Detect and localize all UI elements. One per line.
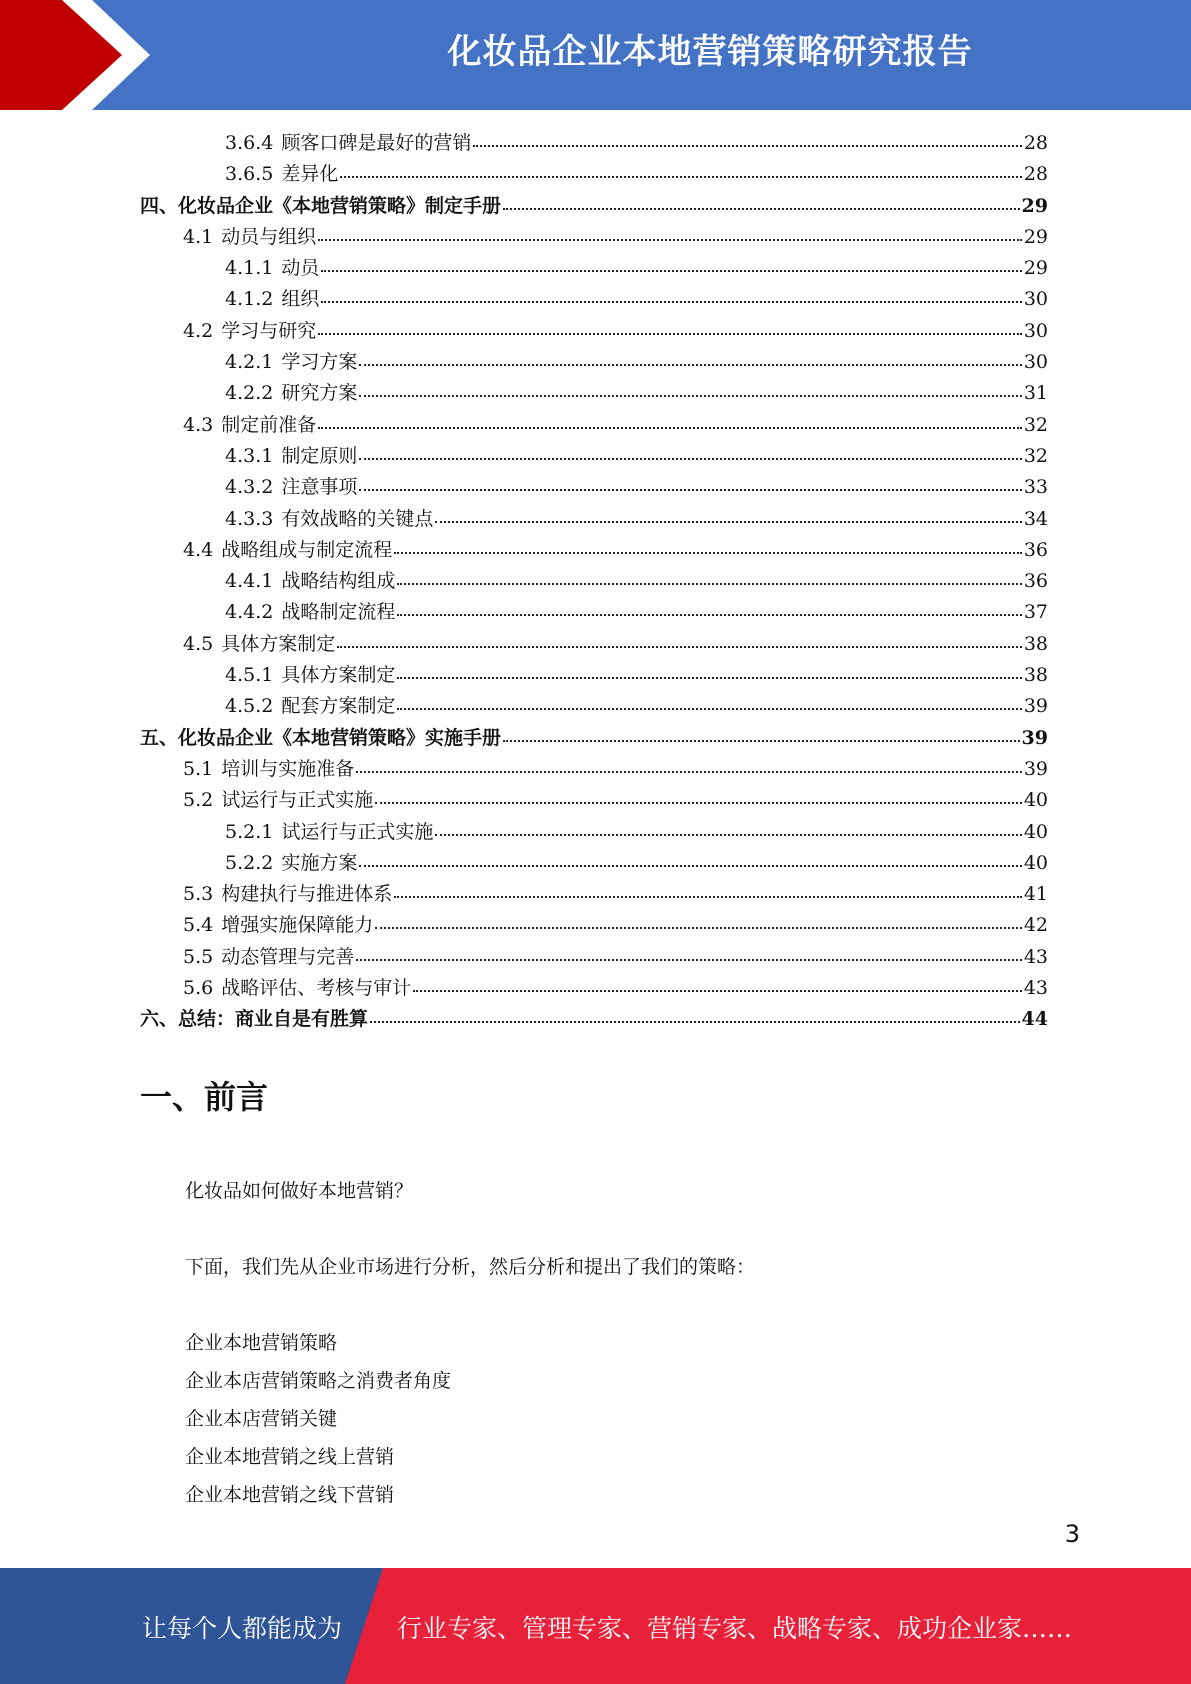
- toc-entry-number: 4.4: [183, 538, 214, 561]
- toc-entry-number: 4.1.1: [225, 257, 274, 280]
- toc-leader-dots: [370, 1020, 1020, 1023]
- toc-entry-text: 战略结构组成: [281, 570, 396, 593]
- toc-entry-text: 差异化: [281, 163, 339, 186]
- toc-entry[interactable]: [140, 910, 1048, 941]
- toc-entry-text: 五、化妆品企业《本地营销策略》实施手册: [140, 726, 502, 749]
- toc-entry-number: 4.3: [183, 413, 214, 436]
- toc-entry-label: [183, 879, 392, 906]
- toc-entry-page: 36: [1023, 538, 1048, 561]
- toc-entry-label: [183, 410, 316, 437]
- toc-entry-label: [225, 566, 395, 593]
- toc-entry[interactable]: [140, 284, 1048, 315]
- toc-entry[interactable]: [140, 973, 1048, 1004]
- toc-entry-number: 5.6: [183, 977, 214, 1000]
- footer-slogan-left: 让每个人都能成为: [142, 1614, 343, 1643]
- toc-entry[interactable]: [140, 128, 1048, 159]
- toc-entry-label: [225, 817, 433, 844]
- toc-entry-page: 36: [1023, 570, 1048, 593]
- toc-entry[interactable]: [140, 691, 1048, 722]
- section-intro: 下面，我们先从企业市场进行分析，然后分析和提出了我们的策略：: [185, 1256, 756, 1278]
- toc-entry-text: 研究方案: [281, 382, 358, 405]
- toc-leader-dots: [340, 175, 1021, 178]
- toc-entry-page: 29: [1023, 225, 1048, 248]
- toc-entry-number: 4.2: [183, 319, 214, 342]
- section-heading: 一、前言: [140, 1078, 269, 1116]
- toc-entry[interactable]: [140, 597, 1048, 628]
- strategy-list-item: 企业本地营销策略: [185, 1332, 338, 1354]
- toc-entry-number: 5.2: [183, 789, 214, 812]
- toc-leader-dots: [356, 958, 1022, 961]
- toc-entry[interactable]: [140, 566, 1048, 597]
- toc-entry-text: 制定原则: [281, 444, 358, 467]
- toc-leader-dots: [359, 488, 1021, 491]
- toc-entry-number: 5.2.1: [225, 820, 274, 843]
- toc-leader-dots: [397, 707, 1021, 710]
- toc-entry-label: [225, 691, 395, 718]
- toc-entry-label: [225, 660, 395, 687]
- toc-entry-label: [225, 848, 357, 875]
- toc-entry-label: [140, 1004, 368, 1031]
- toc-entry-label: [140, 723, 501, 750]
- toc-leader-dots: [503, 207, 1020, 210]
- toc-entry-label: [140, 191, 501, 218]
- toc-entry[interactable]: [140, 222, 1048, 253]
- toc-leader-dots: [397, 613, 1021, 616]
- toc-entry-label: [225, 128, 471, 155]
- toc-entry-page: 39: [1021, 726, 1048, 749]
- toc-entry-label: [183, 316, 316, 343]
- toc-entry-text: 六、总结：商业自是有胜算: [140, 1008, 369, 1031]
- toc-entry-label: [225, 597, 395, 624]
- page-header: [0, 0, 1191, 110]
- toc-entry-page: 44: [1021, 1008, 1048, 1031]
- toc-leader-dots: [394, 551, 1022, 554]
- strategy-list-item: 企业本店营销策略之消费者角度: [185, 1370, 452, 1392]
- toc-entry-page: 28: [1023, 163, 1048, 186]
- document-title: 化妆品企业本地营销策略研究报告: [447, 32, 973, 72]
- toc-leader-dots: [375, 926, 1022, 929]
- toc-entry-label: [225, 253, 319, 280]
- toc-entry[interactable]: [140, 754, 1048, 785]
- toc-entry-text: 注意事项: [281, 476, 358, 499]
- toc-entry-text: 具体方案制定: [281, 664, 396, 687]
- toc-entry-label: [225, 159, 338, 186]
- toc-entry-text: 顾客口碑是最好的营销: [281, 132, 472, 154]
- toc-entry-text: 有效战略的关键点: [281, 507, 434, 530]
- toc-entry-text: 构建执行与推进体系: [221, 883, 393, 906]
- toc-entry[interactable]: [140, 410, 1048, 441]
- toc-entry-page: 43: [1023, 945, 1048, 968]
- toc-entry[interactable]: [140, 347, 1048, 378]
- toc-entry-number: 4.5: [183, 632, 214, 655]
- toc-entry-number: 5.1: [183, 757, 214, 780]
- toc-entry-text: 战略评估、考核与审计: [221, 977, 412, 1000]
- toc-entry-label: [225, 441, 357, 468]
- toc-entry-number: 4.1.2: [225, 288, 274, 311]
- toc-entry-page: 42: [1023, 914, 1048, 937]
- toc-entry-label: [225, 472, 357, 499]
- page-number: 3: [1064, 1520, 1080, 1548]
- toc-entry[interactable]: [140, 785, 1048, 816]
- toc-entry-label: [183, 910, 373, 937]
- toc-entry-page: 32: [1023, 444, 1048, 467]
- toc-leader-dots: [356, 770, 1022, 773]
- toc-entry-page: 30: [1023, 288, 1048, 311]
- toc-entry-page: 34: [1023, 507, 1048, 530]
- toc-entry-page: 32: [1023, 413, 1048, 436]
- toc-entry-text: 战略制定流程: [281, 601, 396, 624]
- toc-entry[interactable]: [140, 472, 1048, 503]
- toc-entry-number: 4.1: [183, 225, 214, 248]
- toc-entry-label: [225, 347, 357, 374]
- toc-entry[interactable]: [140, 159, 1048, 190]
- strategy-list-item: 企业本店营销关键: [185, 1408, 338, 1430]
- toc-leader-dots: [337, 645, 1022, 648]
- toc-entry-number: 5.4: [183, 914, 214, 937]
- toc-entry-page: 30: [1023, 351, 1048, 374]
- toc-entry-text: 增强实施保障能力: [221, 914, 374, 937]
- page-footer: [0, 1568, 1191, 1684]
- toc-leader-dots: [397, 676, 1021, 679]
- toc-entry-text: 学习方案: [281, 351, 358, 374]
- toc-entry-label: [183, 785, 373, 812]
- toc-entry-text: 制定前准备: [221, 413, 317, 436]
- toc-entry-page: 28: [1023, 132, 1048, 154]
- toc-entry[interactable]: [140, 723, 1048, 754]
- toc-entry-page: 43: [1023, 977, 1048, 1000]
- toc-entry-number: 4.2.2: [225, 382, 274, 405]
- toc-entry[interactable]: [140, 253, 1048, 284]
- toc-leader-dots: [318, 238, 1022, 241]
- strategy-list-item: 企业本地营销之线上营销: [185, 1446, 395, 1468]
- toc-entry-number: 4.3.1: [225, 444, 274, 467]
- toc-leader-dots: [503, 739, 1020, 742]
- toc-entry-label: [183, 942, 354, 969]
- toc-leader-dots: [473, 144, 1021, 147]
- toc-leader-dots: [394, 895, 1022, 898]
- toc-entry[interactable]: [140, 535, 1048, 566]
- toc-leader-dots: [397, 582, 1021, 585]
- toc-entry-number: 4.2.1: [225, 351, 274, 374]
- toc-entry[interactable]: [140, 1004, 1048, 1035]
- toc-entry-text: 试运行与正式实施: [221, 789, 374, 812]
- toc-leader-dots: [435, 833, 1021, 836]
- toc-leader-dots: [375, 801, 1022, 804]
- toc-entry-label: [225, 504, 433, 531]
- toc-entry-label: [183, 222, 316, 249]
- toc-leader-dots: [321, 269, 1021, 272]
- toc-entry-text: 试运行与正式实施: [281, 820, 434, 843]
- toc-entry-number: 3.6.4: [225, 132, 274, 154]
- toc-leader-dots: [359, 363, 1021, 366]
- toc-entry[interactable]: [140, 660, 1048, 691]
- toc-entry-label: [225, 284, 319, 311]
- toc-entry-page: 30: [1023, 319, 1048, 342]
- toc-entry-text: 战略组成与制定流程: [221, 538, 393, 561]
- toc-entry-text: 实施方案: [281, 851, 358, 874]
- toc-entry[interactable]: [140, 378, 1048, 409]
- section-question: 化妆品如何做好本地营销？: [185, 1180, 414, 1202]
- toc-entry[interactable]: [140, 316, 1048, 347]
- toc-entry-number: 4.5.1: [225, 664, 274, 687]
- strategy-list-item: 企业本地营销之线下营销: [185, 1484, 395, 1506]
- toc-entry-page: 38: [1023, 664, 1048, 687]
- toc-entry-number: 5.2.2: [225, 851, 274, 874]
- toc-entry-page: 29: [1021, 194, 1048, 217]
- toc-leader-dots: [359, 457, 1021, 460]
- toc-entry[interactable]: [140, 848, 1048, 879]
- toc-leader-dots: [413, 989, 1022, 992]
- toc-entry-page: 39: [1023, 695, 1048, 718]
- toc-entry-label: [183, 629, 335, 656]
- table-of-contents: [140, 128, 1048, 1036]
- toc-entry-text: 具体方案制定: [221, 632, 336, 655]
- toc-entry-page: 31: [1023, 382, 1048, 405]
- toc-entry-page: 38: [1023, 632, 1048, 655]
- toc-entry[interactable]: [140, 817, 1048, 848]
- toc-leader-dots: [318, 332, 1022, 335]
- toc-leader-dots: [359, 864, 1021, 867]
- toc-entry-text: 动员与组织: [221, 225, 317, 248]
- toc-leader-dots: [359, 394, 1021, 397]
- toc-entry-label: [183, 754, 354, 781]
- toc-entry-text: 动态管理与完善: [221, 945, 355, 968]
- toc-entry[interactable]: [140, 942, 1048, 973]
- toc-entry-page: 40: [1023, 789, 1048, 812]
- toc-entry[interactable]: [140, 191, 1048, 222]
- toc-entry-number: 3.6.5: [225, 163, 274, 186]
- toc-entry-number: 5.5: [183, 945, 214, 968]
- toc-entry-number: 4.4.2: [225, 601, 274, 624]
- toc-entry-page: 40: [1023, 851, 1048, 874]
- toc-entry-text: 组织: [281, 288, 320, 311]
- toc-entry-number: 4.4.1: [225, 570, 274, 593]
- toc-entry-number: 4.5.2: [225, 695, 274, 718]
- toc-entry-number: 4.3.2: [225, 476, 274, 499]
- toc-entry-page: 40: [1023, 820, 1048, 843]
- toc-entry[interactable]: [140, 629, 1048, 660]
- toc-leader-dots: [321, 300, 1021, 303]
- toc-entry-label: [183, 973, 411, 1000]
- toc-entry[interactable]: [140, 441, 1048, 472]
- toc-entry-label: [183, 535, 392, 562]
- toc-entry-text: 学习与研究: [221, 319, 317, 342]
- toc-entry-number: 4.3.3: [225, 507, 274, 530]
- toc-entry[interactable]: [140, 879, 1048, 910]
- toc-entry-text: 动员: [281, 257, 320, 280]
- toc-entry-label: [225, 378, 357, 405]
- toc-entry[interactable]: [140, 504, 1048, 535]
- footer-slogan-right: 行业专家、管理专家、营销专家、战略专家、成功企业家……: [397, 1614, 1073, 1643]
- toc-entry-page: 39: [1023, 757, 1048, 780]
- toc-entry-text: 配套方案制定: [281, 695, 396, 718]
- toc-leader-dots: [435, 520, 1021, 523]
- toc-entry-page: 29: [1023, 257, 1048, 280]
- toc-entry-page: 33: [1023, 476, 1048, 499]
- toc-leader-dots: [318, 426, 1022, 429]
- toc-entry-page: 37: [1023, 601, 1048, 624]
- toc-entry-text: 四、化妆品企业《本地营销策略》制定手册: [140, 194, 502, 217]
- toc-entry-number: 5.3: [183, 883, 214, 906]
- toc-entry-page: 41: [1023, 883, 1048, 906]
- toc-entry-text: 培训与实施准备: [221, 757, 355, 780]
